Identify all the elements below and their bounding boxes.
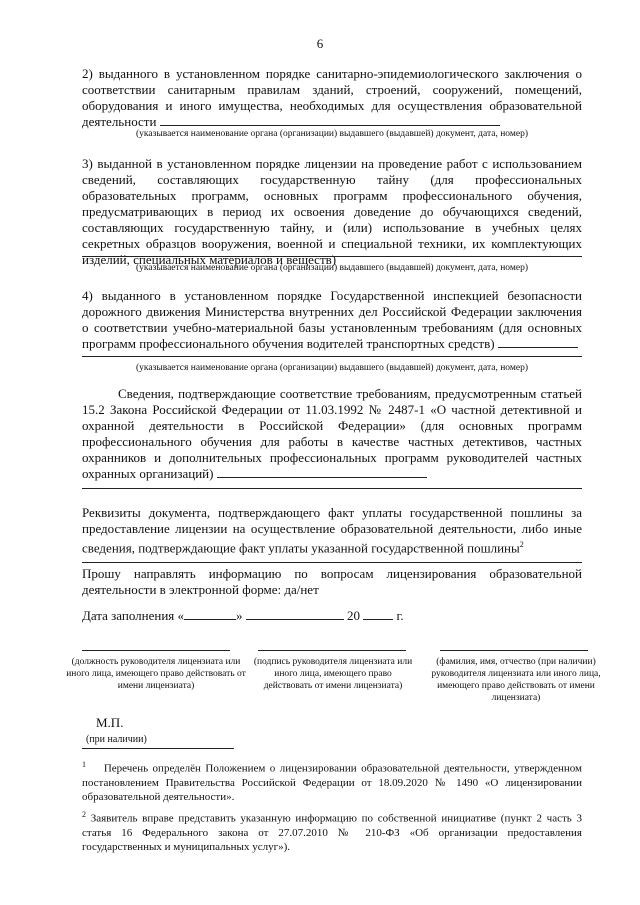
position-signature-line[interactable] bbox=[82, 650, 230, 651]
info-152-inline-line[interactable] bbox=[217, 467, 427, 478]
name-caption: (фамилия, имя, отчество (при наличии) руководителя лицензиата или иного лица, имеющего право действовать от имени лицензиата) bbox=[431, 657, 601, 703]
item-2-caption: (указывается наименование органа (организации) выдавшего (выдавшей) документ, дата, номер) bbox=[135, 129, 528, 139]
item-2-body: 2) выданного в установленном порядке санитарно-эпидемиологического заключения о соответствии санитарным правилам зданий, строений, сооружений, помещений, оборудования и иного имущества, необходимых для осуществления образовательной деятельности bbox=[82, 66, 582, 129]
page-number: 6 bbox=[316, 36, 324, 51]
footnote-1-text: Перечень определён Положением о лицензировании образовательной деятельности, утвержденном постановлением Правительства Российской Федерации от 18.09.2020 № 1490 «О лицензировании образовательной деятельности». bbox=[82, 762, 583, 803]
item-4-body: 4) выданного в установленном порядке Государственной инспекцией безопасности дорожного движения Министерства внутренних дел Российской Федерации заключения о соответствии учебно-материальной базы установленным требованиям (для основных программ профессионального обучения водителей транспортных средств) bbox=[82, 288, 582, 351]
fee-footnote-mark: 2 bbox=[519, 540, 524, 549]
date-day-field[interactable] bbox=[184, 609, 236, 620]
item-3-caption: (указывается наименование органа (организации) выдавшего (выдавшей) документ, дата, номер) bbox=[135, 263, 528, 273]
footnote-2 bbox=[82, 808, 582, 854]
fee-fill-line[interactable] bbox=[82, 562, 582, 563]
item-4-text bbox=[82, 288, 582, 352]
item-4-inline-line[interactable] bbox=[498, 337, 578, 348]
date-year-prefix: 20 bbox=[347, 608, 361, 623]
fee-body: Реквизиты документа, подтверждающего факт уплаты государственной пошлины за предоставление лицензии на осуществление образовательной деятельности, либо иные сведения, подтверждающие факт уплаты указанной государственной пошлины bbox=[82, 505, 582, 556]
signature-line[interactable] bbox=[258, 650, 406, 651]
fee-text bbox=[82, 505, 582, 556]
name-signature-line[interactable] bbox=[440, 650, 588, 651]
item-3-text: 3) выданной в установленном порядке лицензии на проведение работ с использованием сведений, составляющих государственную тайну (для профессиональных образовательных программ, основных программ профессионального обучения, предусматривающих в период их освоения доведение до обучающихся сведений, составляющих государственную тайну, и (или) использование в учебных целях секретных образцов вооружения, военной и специальной техники, их комплектующих изделий, специальных материалов и веществ) bbox=[82, 156, 582, 267]
date-row bbox=[82, 608, 582, 624]
stamp-label: М.П. bbox=[96, 715, 124, 730]
item-2-text bbox=[82, 66, 582, 130]
footnote-separator bbox=[82, 748, 234, 749]
signature-caption: (подпись руководителя лицензиата или иного лица, имеющего право действовать от имени лицензиата) bbox=[253, 657, 413, 691]
footnote-2-mark: 2 bbox=[82, 810, 86, 819]
date-close-quote: » bbox=[236, 608, 243, 623]
footnote-1-mark: 1 bbox=[82, 760, 86, 769]
info-152-text bbox=[82, 386, 582, 482]
item-2-fill-line[interactable] bbox=[160, 115, 500, 126]
date-year-suffix: г. bbox=[396, 608, 404, 623]
date-year-field[interactable] bbox=[363, 609, 393, 620]
position-caption: (должность руководителя лицензиата или иного лица, имеющего право действовать от имени лицензиата) bbox=[66, 657, 246, 691]
date-month-field[interactable] bbox=[246, 609, 344, 620]
electronic-form-text: Прошу направлять информацию по вопросам лицензирования образовательной деятельности в электронной форме: да/нет bbox=[82, 566, 582, 597]
info-152-fill-line[interactable] bbox=[82, 488, 582, 489]
footnote-1 bbox=[82, 758, 582, 804]
item-3-fill-line[interactable] bbox=[82, 256, 582, 257]
info-152-body: Сведения, подтверждающие соответствие требованиям, предусмотренным статьей 15.2 Закона Российской Федерации от 11.03.1992 № 2487-1 «О частной детективной и охранной деятельности в Российской Федерации» (для основных программ профессионального обучения для работы в качестве частных детективов, частных охранников и дополнительных профессиональных программ руководителей частных охранных организаций) bbox=[82, 386, 582, 481]
item-4-caption: (указывается наименование органа (организации) выдавшего (выдавшей) документ, дата, номер) bbox=[135, 363, 528, 373]
item-4-fill-line[interactable] bbox=[82, 356, 582, 357]
footnote-2-text: Заявитель вправе представить указанную информацию по собственной инициативе (пункт 2 часть 3 статья 16 Федерального закона от 27.07.2010 № 210-ФЗ «Об организации предоставления государственных и муниципальных услуг»). bbox=[82, 812, 583, 853]
stamp-note: (при наличии) bbox=[86, 734, 147, 745]
date-label: Дата заполнения « bbox=[82, 608, 185, 623]
